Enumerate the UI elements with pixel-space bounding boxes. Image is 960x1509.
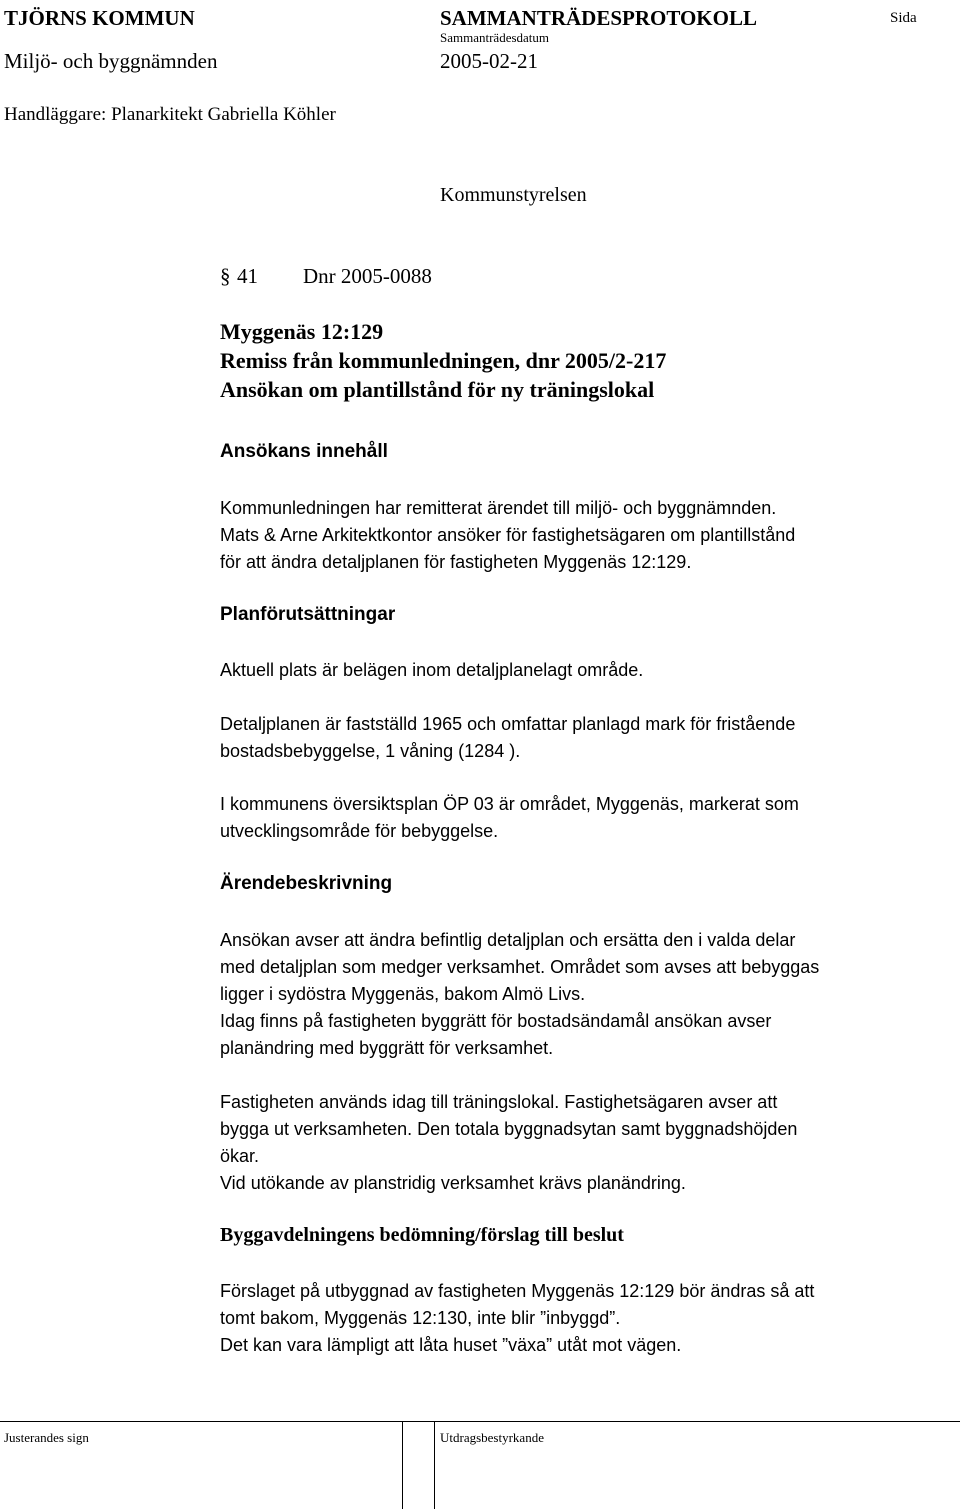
description-paragraph-2 <box>220 1089 920 1197</box>
date-label: Sammanträdesdatum <box>440 30 550 45</box>
case-title <box>220 317 920 404</box>
recipient: Kommunstyrelsen <box>440 184 587 206</box>
municipality-name: TJÖRNS KOMMUN <box>4 6 195 30</box>
description-paragraph-1 <box>220 927 920 1062</box>
preconditions-paragraph-1 <box>220 657 920 684</box>
text-line: Förslaget på utbyggnad av fastigheten Myggenäs 12:129 bör ändras så att <box>220 1281 815 1301</box>
section-heading-description: Ärendebeskrivning <box>220 873 393 894</box>
section-heading-preconditions: Planförutsättningar <box>220 604 396 625</box>
text-line: tomt bakom, Myggenäs 12:130, inte blir ”inbyggd”. <box>220 1308 621 1328</box>
text-line: planändring med byggrätt för verksamhet. <box>220 1038 554 1058</box>
text-line: I kommunens översiktsplan ÖP 03 är området, Myggenäs, markerat som <box>220 794 799 814</box>
handler: Handläggare: Planarkitekt Gabriella Köhler <box>4 104 336 125</box>
meeting-date: 2005-02-21 <box>440 49 538 73</box>
text-line: Det kan vara lämpligt att låta huset ”växa” utåt mot vägen. <box>220 1335 682 1355</box>
text-line: Idag finns på fastigheten byggrätt för bostadsändamål ansökan avser <box>220 1011 772 1031</box>
text-line: Fastigheten används idag till träningslokal. Fastighetsägaren avser att <box>220 1092 778 1112</box>
preconditions-paragraph-2 <box>220 711 920 765</box>
board-name: Miljö- och byggnämnden <box>4 49 218 73</box>
case-number: Dnr 2005-0088 <box>303 264 432 288</box>
text-line: Detaljplanen är fastställd 1965 och omfattar planlagd mark för fristående <box>220 714 796 734</box>
text-line: bygga ut verksamheten. Den totala byggnadsytan samt byggnadshöjden <box>220 1119 798 1139</box>
title-line: Myggenäs 12:129 <box>220 319 384 344</box>
preconditions-paragraph-3 <box>220 791 920 845</box>
text-line: utvecklingsområde för bebyggelse. <box>220 821 499 841</box>
text-line: Mats & Arne Arkitektkontor ansöker för fastighetsägaren om plantillstånd <box>220 525 796 545</box>
section-heading-assessment: Byggavdelningens bedömning/förslag till beslut <box>220 1224 624 1246</box>
text-line: Kommunledningen har remitterat ärendet till miljö- och byggnämnden. <box>220 498 777 518</box>
footer-divider <box>0 1421 960 1422</box>
text-line: ökar. <box>220 1146 260 1166</box>
text-line: Vid utökande av planstridig verksamhet krävs planändring. <box>220 1173 686 1193</box>
text-line: bostadsbebyggelse, 1 våning (1284 ). <box>220 741 521 761</box>
paragraph-number: 41 <box>237 264 258 288</box>
content-paragraph <box>220 495 920 576</box>
text-line: Aktuell plats är belägen inom detaljplanelagt område. <box>220 660 644 680</box>
title-line: Ansökan om plantillstånd för ny träningslokal <box>220 377 655 402</box>
paragraph-symbol: § <box>220 264 231 288</box>
text-line: Ansökan avser att ändra befintlig detaljplan och ersätta den i valda delar <box>220 930 796 950</box>
text-line: med detaljplan som medger verksamhet. Området som avses att bebyggas <box>220 957 820 977</box>
section-heading-content: Ansökans innehåll <box>220 441 388 462</box>
signature-label: Justerandes sign <box>4 1430 89 1445</box>
document-type: SAMMANTRÄDESPROTOKOLL <box>440 6 757 30</box>
assessment-paragraph <box>220 1278 920 1359</box>
text-line: för att ändra detaljplanen för fastigheten Myggenäs 12:129. <box>220 552 692 572</box>
footer-cell-divider <box>402 1422 403 1509</box>
extract-certification-label: Utdragsbestyrkande <box>440 1430 544 1445</box>
text-line: ligger i sydöstra Myggenäs, bakom Almö Livs. <box>220 984 586 1004</box>
page-label: Sida <box>890 10 917 26</box>
footer-cell-divider <box>434 1422 435 1509</box>
title-line: Remiss från kommunledningen, dnr 2005/2-217 <box>220 348 667 373</box>
